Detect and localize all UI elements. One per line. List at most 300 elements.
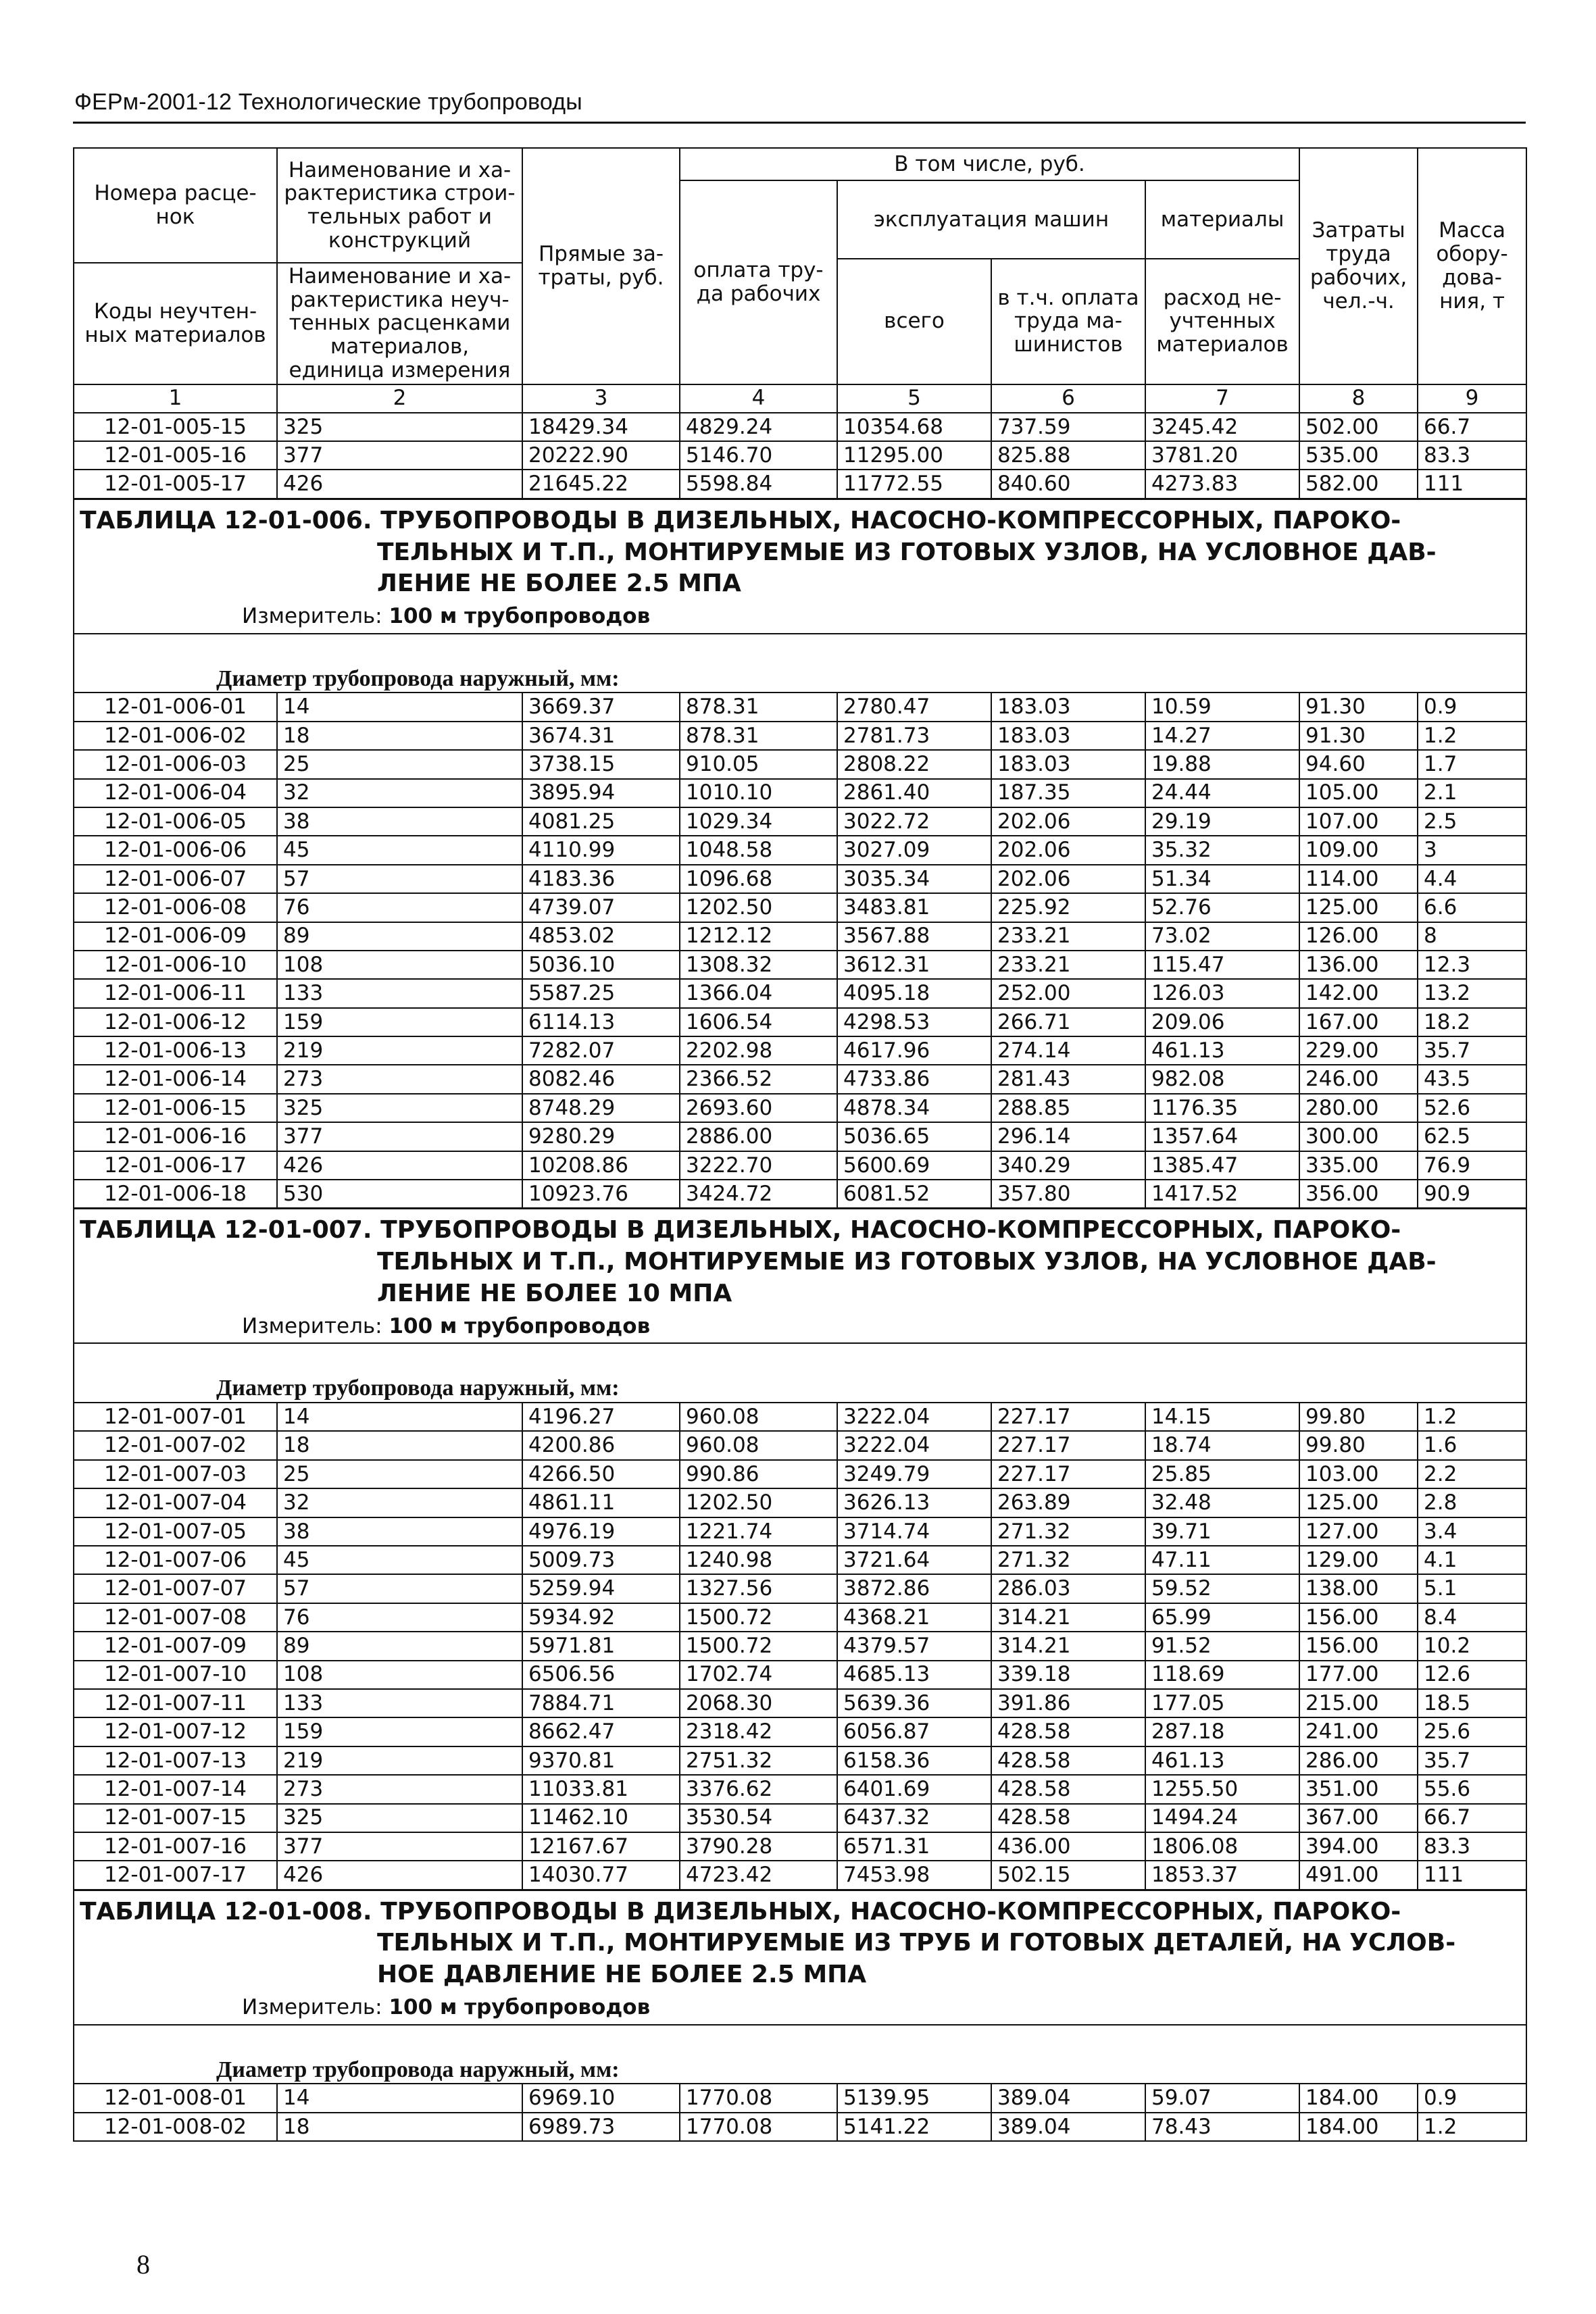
table-cell: 351.00	[1299, 1775, 1418, 1803]
table-row	[74, 1603, 1526, 1632]
table-cell: 339.18	[991, 1661, 1145, 1689]
table-cell: 3674.31	[522, 722, 680, 750]
column-number: 5	[837, 384, 991, 413]
table-cell: 10.59	[1145, 693, 1299, 721]
table-cell: 12-01-006-11	[74, 979, 277, 1007]
column-number: 9	[1418, 384, 1526, 413]
table-cell: 91.30	[1299, 722, 1418, 750]
table-cell: 461.13	[1145, 1746, 1299, 1775]
table-cell: 12-01-006-18	[74, 1180, 277, 1209]
table-cell: 3895.94	[522, 779, 680, 807]
table-cell: 4273.83	[1145, 470, 1299, 499]
table-cell: 8662.47	[522, 1717, 680, 1746]
table-cell: 12-01-007-06	[74, 1546, 277, 1574]
table-cell: 103.00	[1299, 1460, 1418, 1488]
table-cell: 280.00	[1299, 1094, 1418, 1122]
table-cell: 108	[277, 1661, 522, 1689]
column-number: 1	[74, 384, 277, 413]
table-cell: 12-01-006-08	[74, 893, 277, 922]
table-cell: 12-01-006-02	[74, 722, 277, 750]
table-cell: 960.08	[680, 1431, 837, 1459]
table-cell: 142.00	[1299, 979, 1418, 1007]
table-cell: 356.00	[1299, 1180, 1418, 1209]
rates-table	[73, 147, 1527, 2142]
table-cell: 1212.12	[680, 922, 837, 951]
measure-label: Измеритель:	[242, 1313, 382, 1338]
table-cell: 35.32	[1145, 836, 1299, 864]
table-cell: 6114.13	[522, 1008, 680, 1036]
table-cell: 227.17	[991, 1403, 1145, 1431]
table-cell: 10354.68	[837, 413, 991, 441]
table-cell: 1096.68	[680, 865, 837, 893]
diameter-heading-row	[74, 1343, 1526, 1403]
table-cell: 3567.88	[837, 922, 991, 951]
table-cell: 960.08	[680, 1403, 837, 1431]
table-cell: 4379.57	[837, 1632, 991, 1660]
table-row	[74, 1517, 1526, 1546]
table-row	[74, 1008, 1526, 1036]
table-cell: 1308.32	[680, 951, 837, 979]
table-cell: 107.00	[1299, 807, 1418, 836]
table-cell: 227.17	[991, 1460, 1145, 1488]
table-cell: 2861.40	[837, 779, 991, 807]
table-row	[74, 1403, 1526, 1431]
table-cell: 12-01-006-05	[74, 807, 277, 836]
table-row	[74, 1689, 1526, 1717]
table-cell: 1240.98	[680, 1546, 837, 1574]
table-cell: 3.4	[1418, 1517, 1526, 1546]
table-cell: 12-01-006-13	[74, 1036, 277, 1065]
table-cell: 76.9	[1418, 1151, 1526, 1180]
table-cell: 7282.07	[522, 1036, 680, 1065]
table-cell: 389.04	[991, 2084, 1145, 2112]
table-cell: 125.00	[1299, 893, 1418, 922]
table-cell: 18.74	[1145, 1431, 1299, 1459]
table-cell: 38	[277, 1517, 522, 1546]
table-cell: 3530.54	[680, 1804, 837, 1832]
table-cell: 241.00	[1299, 1717, 1418, 1746]
table-cell: 5036.65	[837, 1122, 991, 1151]
table-cell: 1853.37	[1145, 1861, 1299, 1890]
table-cell: 47.11	[1145, 1546, 1299, 1574]
table-cell: 5934.92	[522, 1603, 680, 1632]
table-cell: 3669.37	[522, 693, 680, 721]
table-cell: 38	[277, 807, 522, 836]
table-cell: 3027.09	[837, 836, 991, 864]
table-cell: 461.13	[1145, 1036, 1299, 1065]
table-cell: 11462.10	[522, 1804, 680, 1832]
table-cell: 25	[277, 1460, 522, 1488]
page-number: 8	[136, 2249, 150, 2280]
table-cell: 4976.19	[522, 1517, 680, 1546]
header-rule	[73, 122, 1526, 124]
section-title-line: ТЕЛЬНЫХ И Т.П., МОНТИРУЕМЫЕ ИЗ ТРУБ И ГОТОВЫХ ДЕТАЛЕЙ, НА УСЛОВ-	[377, 1929, 1456, 1957]
table-cell: 18.5	[1418, 1689, 1526, 1717]
table-cell: 1.2	[1418, 722, 1526, 750]
table-cell: 94.60	[1299, 750, 1418, 778]
table-cell: 12-01-007-02	[74, 1431, 277, 1459]
section-label: ТАБЛИЦА 12-01-007.	[80, 1216, 372, 1244]
table-cell: 127.00	[1299, 1517, 1418, 1546]
measure-value: 100 м трубопроводов	[389, 1313, 651, 1338]
table-row	[74, 1094, 1526, 1122]
table-cell: 1417.52	[1145, 1180, 1299, 1209]
column-number: 6	[991, 384, 1145, 413]
table-cell: 5009.73	[522, 1546, 680, 1574]
table-cell: 125.00	[1299, 1488, 1418, 1517]
table-row	[74, 1746, 1526, 1775]
table-cell: 59.07	[1145, 2084, 1299, 2112]
table-row	[74, 1775, 1526, 1803]
table-cell: 4685.13	[837, 1661, 991, 1689]
table-cell: 1010.10	[680, 779, 837, 807]
table-cell: 910.05	[680, 750, 837, 778]
measure-label: Измеритель:	[242, 604, 382, 629]
header-mass: Масса обору-дова-ния, т	[1418, 148, 1526, 384]
table-cell: 99.80	[1299, 1431, 1418, 1459]
table-cell: 18	[277, 1431, 522, 1459]
table-cell: 24.44	[1145, 779, 1299, 807]
table-cell: 4368.21	[837, 1603, 991, 1632]
table-cell: 12-01-007-12	[74, 1717, 277, 1746]
table-cell: 12-01-006-07	[74, 865, 277, 893]
table-cell: 426	[277, 1151, 522, 1180]
table-cell: 491.00	[1299, 1861, 1418, 1890]
table-cell: 5.1	[1418, 1574, 1526, 1603]
table-cell: 78.43	[1145, 2113, 1299, 2141]
table-row	[74, 750, 1526, 778]
table-cell: 11772.55	[837, 470, 991, 499]
table-cell: 6989.73	[522, 2113, 680, 2141]
table-cell: 25.85	[1145, 1460, 1299, 1488]
table-cell: 14.15	[1145, 1403, 1299, 1431]
table-cell: 2202.98	[680, 1036, 837, 1065]
table-cell: 1202.50	[680, 893, 837, 922]
table-cell: 436.00	[991, 1832, 1145, 1861]
section-title-line: ТЕЛЬНЫХ И Т.П., МОНТИРУЕМЫЕ ИЗ ГОТОВЫХ УЗЛОВ, НА УСЛОВНОЕ ДАВ-	[377, 1248, 1437, 1276]
table-cell: 3222.04	[837, 1431, 991, 1459]
table-cell: 12-01-007-17	[74, 1861, 277, 1890]
table-cell: 29.19	[1145, 807, 1299, 836]
table-cell: 1357.64	[1145, 1122, 1299, 1151]
table-cell: 3714.74	[837, 1517, 991, 1546]
table-row	[74, 1574, 1526, 1603]
table-cell: 19.88	[1145, 750, 1299, 778]
table-cell: 2318.42	[680, 1717, 837, 1746]
table-cell: 1029.34	[680, 807, 837, 836]
table-cell: 273	[277, 1065, 522, 1093]
table-row	[74, 922, 1526, 951]
table-cell: 133	[277, 1689, 522, 1717]
table-row	[74, 1036, 1526, 1065]
table-cell: 3424.72	[680, 1180, 837, 1209]
table-cell: 183.03	[991, 750, 1145, 778]
table-cell: 12-01-007-10	[74, 1661, 277, 1689]
table-cell: 0.9	[1418, 693, 1526, 721]
table-cell: 5598.84	[680, 470, 837, 499]
table-cell: 111	[1418, 470, 1526, 499]
section-title-line: ЛЕНИЕ НЕ БОЛЕЕ 2.5 МПА	[377, 570, 741, 598]
table-cell: 83.3	[1418, 441, 1526, 470]
table-cell: 177.05	[1145, 1689, 1299, 1717]
table-cell: 5036.10	[522, 951, 680, 979]
table-cell: 12-01-006-01	[74, 693, 277, 721]
table-cell: 18.2	[1418, 1008, 1526, 1036]
table-cell: 3781.20	[1145, 441, 1299, 470]
column-number: 7	[1145, 384, 1299, 413]
table-cell: 1806.08	[1145, 1832, 1299, 1861]
table-cell: 202.06	[991, 807, 1145, 836]
table-cell: 12-01-007-04	[74, 1488, 277, 1517]
table-cell: 4861.11	[522, 1488, 680, 1517]
column-number: 8	[1299, 384, 1418, 413]
table-cell: 18429.34	[522, 413, 680, 441]
table-cell: 3222.70	[680, 1151, 837, 1180]
table-cell: 6401.69	[837, 1775, 991, 1803]
column-number: 2	[277, 384, 522, 413]
table-cell: 4.4	[1418, 865, 1526, 893]
table-cell: 4110.99	[522, 836, 680, 864]
table-row	[74, 1460, 1526, 1488]
table-cell: 14	[277, 693, 522, 721]
table-cell: 12-01-007-08	[74, 1603, 277, 1632]
table-cell: 11033.81	[522, 1775, 680, 1803]
table-cell: 5587.25	[522, 979, 680, 1007]
table-cell: 2693.60	[680, 1094, 837, 1122]
table-cell: 4266.50	[522, 1460, 680, 1488]
table-cell: 156.00	[1299, 1603, 1418, 1632]
table-cell: 6056.87	[837, 1717, 991, 1746]
table-row	[74, 1832, 1526, 1861]
table-cell: 286.03	[991, 1574, 1145, 1603]
table-cell: 39.71	[1145, 1517, 1299, 1546]
table-cell: 89	[277, 1632, 522, 1660]
table-cell: 5139.95	[837, 2084, 991, 2112]
table-cell: 227.17	[991, 1431, 1145, 1459]
column-number: 3	[522, 384, 680, 413]
table-cell: 66.7	[1418, 1804, 1526, 1832]
table-cell: 12-01-007-14	[74, 1775, 277, 1803]
table-cell: 108	[277, 951, 522, 979]
table-cell: 12-01-007-11	[74, 1689, 277, 1717]
table-cell: 4739.07	[522, 893, 680, 922]
section-title-line: ТРУБОПРОВОДЫ В ДИЗЕЛЬНЫХ, НАСОСНО-КОМПРЕССОРНЫХ, ПАРОКО-	[380, 1216, 1401, 1244]
table-cell: 2.8	[1418, 1488, 1526, 1517]
table-cell: 271.32	[991, 1517, 1145, 1546]
table-cell: 367.00	[1299, 1804, 1418, 1832]
header-materials-use: расход не-учтенных материалов	[1145, 259, 1299, 384]
table-cell: 4298.53	[837, 1008, 991, 1036]
table-cell: 62.5	[1418, 1122, 1526, 1151]
table-cell: 187.35	[991, 779, 1145, 807]
table-row	[74, 722, 1526, 750]
table-row	[74, 979, 1526, 1007]
table-cell: 1500.72	[680, 1603, 837, 1632]
table-cell: 12-01-007-09	[74, 1632, 277, 1660]
table-row	[74, 1431, 1526, 1459]
table-cell: 1.6	[1418, 1431, 1526, 1459]
table-cell: 12-01-007-07	[74, 1574, 277, 1603]
section-title-line: НОЕ ДАВЛЕНИЕ НЕ БОЛЕЕ 2.5 МПА	[377, 1961, 867, 1989]
table-cell: 7453.98	[837, 1861, 991, 1890]
table-cell: 3376.62	[680, 1775, 837, 1803]
table-cell: 300.00	[1299, 1122, 1418, 1151]
table-cell: 14	[277, 1403, 522, 1431]
header-machines-pay: в т.ч. оплата труда ма-шинистов	[991, 259, 1145, 384]
table-cell: 357.80	[991, 1180, 1145, 1209]
section-label: ТАБЛИЦА 12-01-008.	[80, 1897, 372, 1926]
header-including: В том числе, руб.	[680, 148, 1299, 180]
table-cell: 1.7	[1418, 750, 1526, 778]
table-row	[74, 1122, 1526, 1151]
table-row	[74, 1717, 1526, 1746]
table-cell: 4829.24	[680, 413, 837, 441]
table-cell: 12-01-007-05	[74, 1517, 277, 1546]
table-cell: 1606.54	[680, 1008, 837, 1036]
table-cell: 3483.81	[837, 893, 991, 922]
table-cell: 225.92	[991, 893, 1145, 922]
table-cell: 2808.22	[837, 750, 991, 778]
table-cell: 3738.15	[522, 750, 680, 778]
table-cell: 76	[277, 1603, 522, 1632]
table-cell: 10208.86	[522, 1151, 680, 1180]
table-cell: 52.6	[1418, 1094, 1526, 1122]
table-row	[74, 951, 1526, 979]
table-cell: 1.2	[1418, 2113, 1526, 2141]
table-cell: 65.99	[1145, 1603, 1299, 1632]
table-cell: 2780.47	[837, 693, 991, 721]
measure-label: Измеритель:	[242, 1995, 382, 2020]
table-row	[74, 893, 1526, 922]
table-cell: 91.30	[1299, 693, 1418, 721]
table-cell: 3790.28	[680, 1832, 837, 1861]
table-cell: 840.60	[991, 470, 1145, 499]
table-cell: 391.86	[991, 1689, 1145, 1717]
table-cell: 1.2	[1418, 1403, 1526, 1431]
table-cell: 281.43	[991, 1065, 1145, 1093]
table-cell: 3612.31	[837, 951, 991, 979]
table-cell: 159	[277, 1717, 522, 1746]
running-header: ФЕРм-2001-12 Технологические трубопроводы	[74, 89, 582, 115]
table-cell: 43.5	[1418, 1065, 1526, 1093]
table-cell: 12-01-006-17	[74, 1151, 277, 1180]
table-cell: 6437.32	[837, 1804, 991, 1832]
table-cell: 20222.90	[522, 441, 680, 470]
table-cell: 0.9	[1418, 2084, 1526, 2112]
table-cell: 35.7	[1418, 1036, 1526, 1065]
table-cell: 6571.31	[837, 1832, 991, 1861]
table-cell: 3872.86	[837, 1574, 991, 1603]
table-cell: 52.76	[1145, 893, 1299, 922]
table-cell: 10923.76	[522, 1180, 680, 1209]
table-cell: 990.86	[680, 1460, 837, 1488]
table-cell: 340.29	[991, 1151, 1145, 1180]
table-cell: 266.71	[991, 1008, 1145, 1036]
table-row	[74, 2113, 1526, 2141]
column-number-row	[74, 384, 1526, 413]
table-cell: 4.1	[1418, 1546, 1526, 1574]
table-cell: 1221.74	[680, 1517, 837, 1546]
table-cell: 6081.52	[837, 1180, 991, 1209]
table-cell: 335.00	[1299, 1151, 1418, 1180]
table-cell: 1327.56	[680, 1574, 837, 1603]
table-cell: 12-01-007-15	[74, 1804, 277, 1832]
table-cell: 4733.86	[837, 1065, 991, 1093]
table-cell: 1202.50	[680, 1488, 837, 1517]
table-cell: 32	[277, 779, 522, 807]
table-cell: 111	[1418, 1861, 1526, 1890]
table-cell: 4095.18	[837, 979, 991, 1007]
section-measure	[80, 1994, 1520, 2024]
table-cell: 126.00	[1299, 922, 1418, 951]
table-cell: 91.52	[1145, 1632, 1299, 1660]
table-row	[74, 1546, 1526, 1574]
table-cell: 12-01-006-09	[74, 922, 277, 951]
table-cell: 7884.71	[522, 1689, 680, 1717]
table-cell: 1702.74	[680, 1661, 837, 1689]
section-measure	[80, 603, 1520, 633]
table-cell: 126.03	[1145, 979, 1299, 1007]
header-machines-total: всего	[837, 259, 991, 384]
table-cell: 3245.42	[1145, 413, 1299, 441]
table-cell: 12-01-007-13	[74, 1746, 277, 1775]
table-cell: 5141.22	[837, 2113, 991, 2141]
table-cell: 535.00	[1299, 441, 1418, 470]
table-cell: 825.88	[991, 441, 1145, 470]
table-cell: 314.21	[991, 1603, 1145, 1632]
table-cell: 5600.69	[837, 1151, 991, 1180]
table-cell: 12-01-006-04	[74, 779, 277, 807]
table-cell: 246.00	[1299, 1065, 1418, 1093]
table-cell: 21645.22	[522, 470, 680, 499]
table-cell: 12-01-006-03	[74, 750, 277, 778]
table-cell: 1385.47	[1145, 1151, 1299, 1180]
table-row	[74, 1632, 1526, 1660]
section-title-line: ТЕЛЬНЫХ И Т.П., МОНТИРУЕМЫЕ ИЗ ГОТОВЫХ УЗЛОВ, НА УСЛОВНОЕ ДАВ-	[377, 538, 1437, 566]
table-cell: 6158.36	[837, 1746, 991, 1775]
table-cell: 1494.24	[1145, 1804, 1299, 1832]
table-cell: 133	[277, 979, 522, 1007]
table-cell: 2068.30	[680, 1689, 837, 1717]
table-cell: 4183.36	[522, 865, 680, 893]
table-cell: 8748.29	[522, 1094, 680, 1122]
table-cell: 12-01-006-16	[74, 1122, 277, 1151]
table-row	[74, 441, 1526, 470]
section-title	[80, 1891, 1520, 1994]
table-cell: 57	[277, 865, 522, 893]
header-direct-costs: Прямые за-траты, руб.	[522, 148, 680, 384]
table-row	[74, 779, 1526, 807]
table-cell: 3721.64	[837, 1546, 991, 1574]
table-cell: 1366.04	[680, 979, 837, 1007]
table-cell: 3222.04	[837, 1403, 991, 1431]
table-cell: 3022.72	[837, 807, 991, 836]
table-cell: 12-01-008-01	[74, 2084, 277, 2112]
table-cell: 76	[277, 893, 522, 922]
table-row	[74, 693, 1526, 721]
table-cell: 115.47	[1145, 951, 1299, 979]
table-cell: 377	[277, 441, 522, 470]
section-heading-row	[74, 1209, 1526, 1343]
table-cell: 502.15	[991, 1861, 1145, 1890]
table-cell: 287.18	[1145, 1717, 1299, 1746]
table-cell: 12-01-005-16	[74, 441, 277, 470]
table-cell: 5971.81	[522, 1632, 680, 1660]
table-cell: 11295.00	[837, 441, 991, 470]
section-measure	[80, 1313, 1520, 1343]
table-row	[74, 1065, 1526, 1093]
table-cell: 129.00	[1299, 1546, 1418, 1574]
